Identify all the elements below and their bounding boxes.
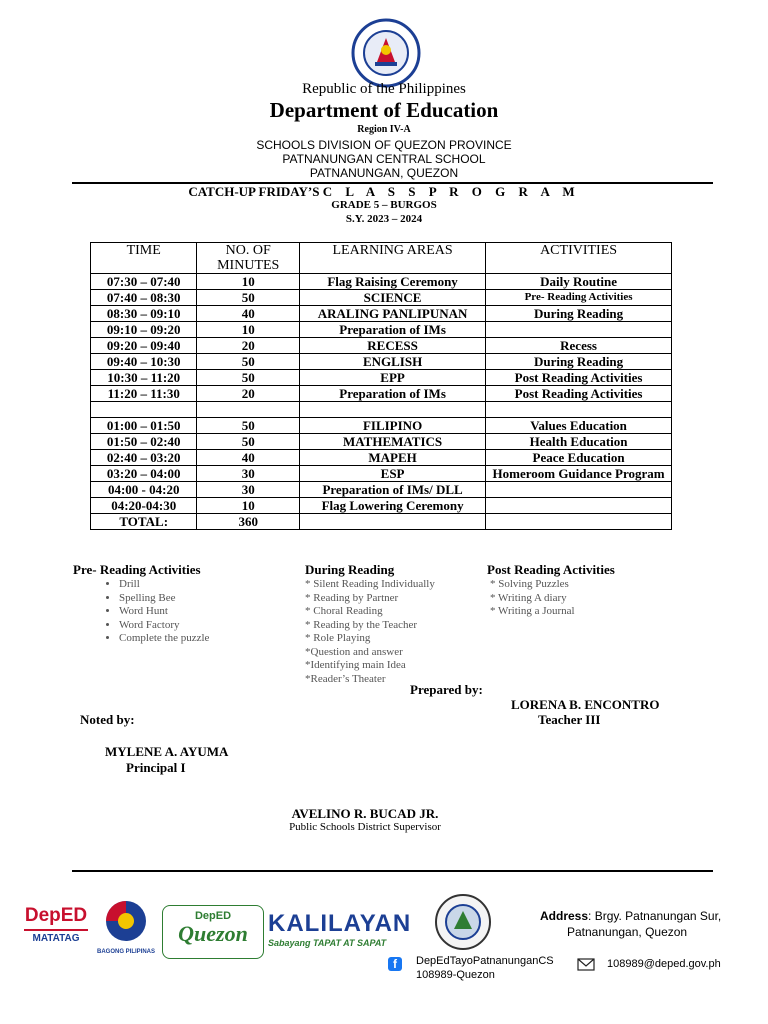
table-cell: 30 (197, 466, 300, 482)
principal-role: Principal I (126, 760, 186, 775)
table-cell: 01:00 – 01:50 (91, 418, 197, 434)
pre-reading-heading: Pre- Reading Activities (73, 562, 201, 577)
list-item: * Writing A diary (490, 591, 567, 604)
table-cell: 04:00 - 04:20 (91, 482, 197, 498)
list-item: * Solving Puzzles (490, 578, 569, 590)
table-cell: Daily Routine (486, 274, 672, 290)
list-item: * Silent Reading Individually (305, 578, 435, 590)
table-cell (300, 402, 486, 418)
table-cell: 10 (197, 322, 300, 338)
list-item: • Drill (119, 578, 209, 592)
table-cell: Homeroom Guidance Program (486, 466, 672, 482)
table-cell: MATHEMATICS (300, 434, 486, 450)
table-cell: ENGLISH (300, 354, 486, 370)
table-cell: Post Reading Activities (486, 370, 672, 386)
program-title (0, 184, 768, 200)
sun-emblem-icon (95, 898, 157, 944)
deped-logo-text: DepED (24, 905, 88, 926)
department-title: Department of Education (269, 98, 499, 122)
table-cell: 50 (197, 434, 300, 450)
list-item: • Word Hunt (119, 605, 209, 619)
table-cell: 01:50 – 02:40 (91, 434, 197, 450)
program-title-b: C L A S S P R O G R A M (322, 184, 580, 199)
address-label: Address (540, 909, 589, 923)
table-cell: 20 (197, 386, 300, 402)
table-row (91, 290, 672, 306)
table-cell: EPP (300, 370, 486, 386)
table-row (91, 322, 672, 338)
prepared-by-role: Teacher III (538, 712, 601, 727)
table-cell: 09:10 – 09:20 (91, 322, 197, 338)
kalilayan-logo-text: KALILAYAN (268, 910, 412, 937)
list-item: * Writing a Journal (490, 605, 575, 617)
list-item: *Reader’s Theater (305, 672, 386, 685)
supervisor-role: Public Schools District Supervisor (289, 821, 441, 833)
table-cell: RECESS (300, 338, 486, 354)
table-cell: Health Education (486, 434, 672, 450)
list-item: *Question and answer (305, 645, 403, 658)
table-cell: 10 (197, 274, 300, 290)
program-title-a: CATCH-UP FRIDAY’S (188, 184, 320, 199)
table-cell: 04:20-04:30 (91, 498, 197, 514)
table-cell: Preparation of IMs (300, 322, 486, 338)
schedule-table (90, 242, 672, 530)
table-row (91, 514, 672, 530)
footer-divider (72, 870, 713, 872)
table-cell: During Reading (486, 306, 672, 322)
grade-label: GRADE 5 – BURGOS (331, 199, 437, 211)
table-row (91, 498, 672, 514)
table-row (91, 386, 672, 402)
address-line-2: Patnanungan, Quezon (567, 925, 688, 939)
deped-matatag-logo (24, 905, 88, 955)
deped-quezon-logo (162, 905, 264, 959)
noted-by-label: Noted by: (80, 712, 135, 727)
table-row (91, 306, 672, 322)
list-item: • Word Factory (119, 619, 209, 633)
pre-reading-list (73, 578, 209, 646)
table-row (91, 434, 672, 450)
region-label: Region IV-A (357, 124, 411, 135)
division-label: SCHOOLS DIVISION OF QUEZON PROVINCE (256, 138, 512, 152)
post-reading-section (487, 562, 615, 619)
kalilayan-logo (268, 910, 428, 950)
table-cell: 08:30 – 09:10 (91, 306, 197, 322)
table-header-cell: ACTIVITIES (486, 243, 672, 274)
school-seal-icon (434, 893, 492, 951)
kalilayan-sub-text: Sabayang TAPAT AT SAPAT (268, 938, 387, 948)
table-cell: 09:20 – 09:40 (91, 338, 197, 354)
table-cell: Preparation of IMs/ DLL (300, 482, 486, 498)
table-cell: FILIPINO (300, 418, 486, 434)
table-cell: MAPEH (300, 450, 486, 466)
matatag-logo-text: MATATAG (24, 929, 88, 944)
location-label: PATNANUNGAN, QUEZON (309, 166, 459, 180)
table-cell: Values Education (486, 418, 672, 434)
facebook-page[interactable]: DepEdTayoPatnanunganCS (416, 955, 554, 967)
list-item: • Spelling Bee (119, 592, 209, 606)
table-cell: Recess (486, 338, 672, 354)
post-reading-items (487, 578, 615, 619)
table-row (91, 370, 672, 386)
pre-reading-section (73, 562, 209, 646)
school-seal-logo (434, 893, 492, 951)
table-cell: 03:20 – 04:00 (91, 466, 197, 482)
table-row (91, 354, 672, 370)
table-header-cell: LEARNING AREAS (300, 243, 486, 274)
schedule-table-body (91, 274, 672, 530)
list-item: * Choral Reading (305, 605, 383, 617)
table-cell (486, 322, 672, 338)
school-id: 108989-Quezon (416, 969, 495, 981)
quezon-logo-text: Quezon (178, 921, 248, 946)
republic-title: Republic of the Philippines (302, 81, 466, 97)
prepared-by-name: LORENA B. ENCONTRO (511, 697, 660, 712)
table-cell: Flag Raising Ceremony (300, 274, 486, 290)
table-cell: 40 (197, 450, 300, 466)
list-item: * Reading by Partner (305, 591, 399, 604)
bagong-pilipinas-text: BAGONG PILIPINAS (96, 949, 155, 955)
table-cell: 50 (197, 290, 300, 306)
table-cell: Pre- Reading Activities (486, 290, 672, 306)
table-cell: 20 (197, 338, 300, 354)
table-row (91, 450, 672, 466)
table-cell (197, 402, 300, 418)
list-item: * Reading by the Teacher (305, 618, 418, 631)
list-item: * Role Playing (305, 632, 371, 644)
table-header-cell: NO. OF MINUTES (197, 243, 300, 274)
during-reading-section (305, 562, 435, 686)
table-cell: 11:20 – 11:30 (91, 386, 197, 402)
table-cell (91, 402, 197, 418)
table-cell: 02:40 – 03:20 (91, 450, 197, 466)
table-cell: 50 (197, 370, 300, 386)
table-cell: 10:30 – 11:20 (91, 370, 197, 386)
table-cell: 07:30 – 07:40 (91, 274, 197, 290)
email-address[interactable]: 108989@deped.gov.ph (607, 958, 721, 970)
principal-name: MYLENE A. AYUMA (105, 744, 229, 759)
table-cell (486, 514, 672, 530)
list-item: • Complete the puzzle (119, 632, 209, 646)
table-cell: Flag Lowering Ceremony (300, 498, 486, 514)
table-cell (300, 514, 486, 530)
table-cell: Peace Education (486, 450, 672, 466)
table-cell: 10 (197, 498, 300, 514)
table-cell: TOTAL: (91, 514, 197, 530)
table-cell (486, 402, 672, 418)
table-row (91, 338, 672, 354)
supervisor-name: AVELINO R. BUCAD JR. (291, 806, 439, 821)
prepared-by-label: Prepared by: (410, 682, 483, 697)
table-cell: ESP (300, 466, 486, 482)
table-header-cell: TIME (91, 243, 197, 274)
during-reading-heading: During Reading (305, 562, 395, 577)
table-row (91, 482, 672, 498)
during-reading-items (305, 578, 435, 686)
table-cell: ARALING PANLIPUNAN (300, 306, 486, 322)
table-row (91, 418, 672, 434)
table-cell (486, 498, 672, 514)
table-cell (486, 482, 672, 498)
list-item: *Identifying main Idea (305, 659, 406, 671)
table-row (91, 274, 672, 290)
table-cell: 40 (197, 306, 300, 322)
table-cell: During Reading (486, 354, 672, 370)
table-row (91, 402, 672, 418)
deped-seal (351, 18, 421, 88)
table-cell: 07:40 – 08:30 (91, 290, 197, 306)
post-reading-heading: Post Reading Activities (487, 562, 615, 577)
table-cell: 50 (197, 354, 300, 370)
email-icon (577, 958, 595, 976)
table-cell: Preparation of IMs (300, 386, 486, 402)
table-cell: SCIENCE (300, 290, 486, 306)
address-text-1: : Brgy. Patnanungan Sur, (588, 909, 722, 923)
school-year-label: S.Y. 2023 – 2024 (345, 213, 423, 225)
table-cell: 09:40 – 10:30 (91, 354, 197, 370)
address-line-1 (540, 909, 740, 923)
table-row (91, 466, 672, 482)
table-cell: 50 (197, 418, 300, 434)
table-header-row (91, 243, 672, 274)
bagong-pilipinas-logo (95, 898, 157, 956)
pre-reading-items (73, 578, 209, 646)
facebook-icon[interactable]: f (388, 957, 402, 971)
table-cell: 360 (197, 514, 300, 530)
deped-quezon-small: DepED (194, 910, 232, 922)
school-label: PATNANUNGAN CENTRAL SCHOOL (282, 152, 486, 166)
table-cell: 30 (197, 482, 300, 498)
table-cell: Post Reading Activities (486, 386, 672, 402)
